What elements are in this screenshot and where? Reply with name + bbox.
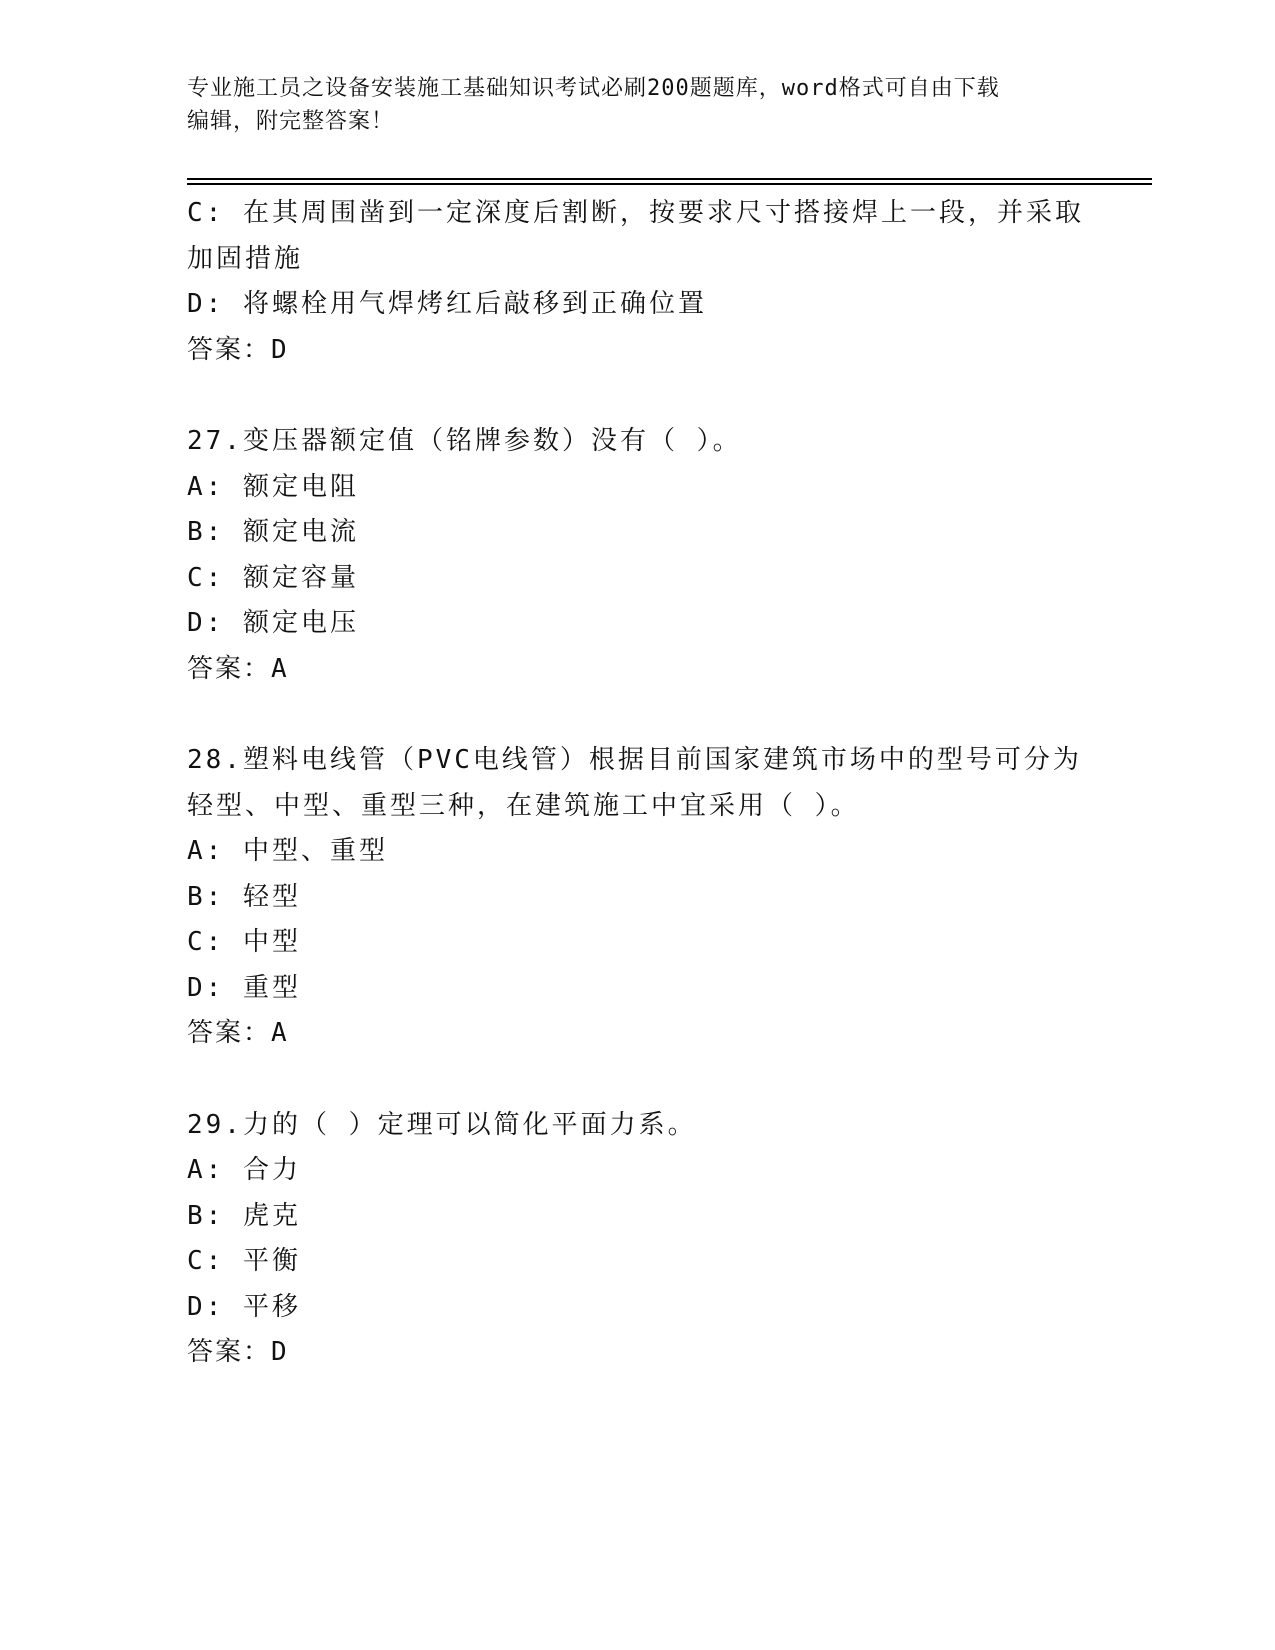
question-block-27 <box>187 419 1087 692</box>
document-body <box>187 191 1087 1376</box>
option-c: C: 中型 <box>187 927 301 957</box>
spacer <box>187 373 1087 419</box>
question-stem: 27.变压器额定值（铭牌参数）没有（ ）。 <box>187 426 742 456</box>
option-d: D: 平移 <box>187 1291 301 1322</box>
question-stem: 29.力的（ ）定理可以简化平面力系。 <box>187 1109 697 1140</box>
option-c: C: 额定容量 <box>187 562 359 593</box>
option-d: D: 将螺栓用气焊烤红后敲移到正确位置 <box>187 289 707 319</box>
option-a: A: 额定电阻 <box>187 471 359 502</box>
header-line-1: 专业施工员之设备安装施工基础知识考试必刷200题题库，word格式可自由下载 <box>187 76 1000 101</box>
spacer <box>187 1057 1087 1103</box>
question-block-29 <box>187 1103 1087 1376</box>
answer-line: 答案：A <box>187 653 289 684</box>
question-stem: 28.塑料电线管（PVC电线管）根据目前国家建筑市场中的型号可分为 <box>187 745 1082 775</box>
question-stem-continued: 轻型、中型、重型三种，在建筑施工中宜采用（ ）。 <box>187 790 860 821</box>
option-b: B: 虎克 <box>187 1200 301 1231</box>
answer-line: 答案：D <box>187 1337 289 1367</box>
option-c: C: 平衡 <box>187 1246 301 1276</box>
header-line-2: 编辑，附完整答案！ <box>187 109 395 134</box>
question-block-partial <box>187 191 1087 373</box>
option-b: B: 额定电流 <box>187 517 359 547</box>
option-d: D: 重型 <box>187 972 301 1003</box>
option-d: D: 额定电压 <box>187 608 359 638</box>
option-a: A: 合力 <box>187 1155 301 1185</box>
option-b: B: 轻型 <box>187 881 301 912</box>
page-header <box>187 72 1087 138</box>
question-block-28 <box>187 738 1087 1057</box>
option-c-continued: 加固措施 <box>187 243 304 274</box>
option-a: A: 中型、重型 <box>187 836 388 866</box>
option-c: C: 在其周围凿到一定深度后割断，按要求尺寸搭接焊上一段，并采取 <box>187 198 1084 228</box>
spacer <box>187 692 1087 738</box>
answer-line: 答案：A <box>187 1018 289 1048</box>
header-divider-bottom <box>187 183 1152 185</box>
answer-line: 答案：D <box>187 334 289 365</box>
header-divider-top <box>187 178 1152 180</box>
